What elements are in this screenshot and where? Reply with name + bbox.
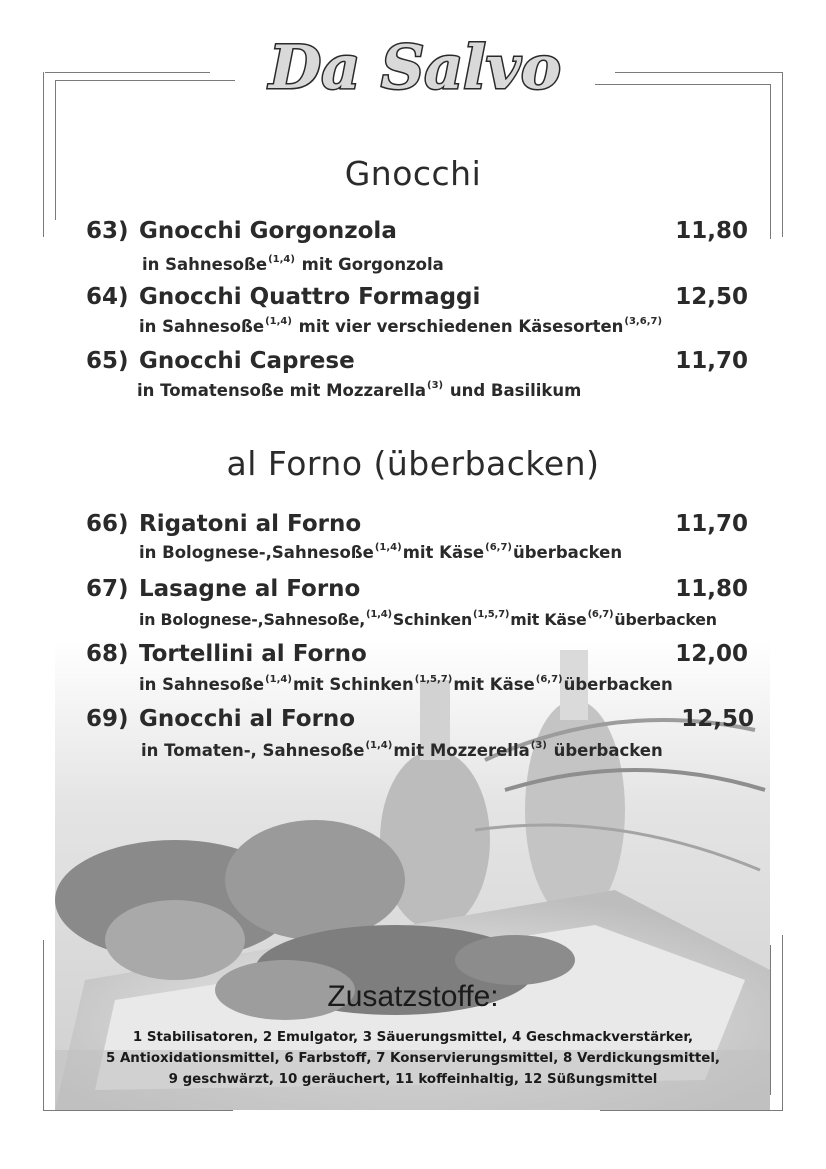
section-title-al-forno: al Forno (überbacken) bbox=[226, 444, 600, 483]
additive-ref: (1,4) bbox=[265, 316, 292, 327]
additive-ref: (6,7) bbox=[587, 609, 614, 620]
item-description bbox=[139, 316, 663, 336]
desc-text: mit vier verschiedenen Käsesorten bbox=[292, 317, 624, 336]
item-description bbox=[141, 740, 663, 760]
desc-text: in Bolognese-,Sahnesoße bbox=[139, 543, 374, 562]
frame-top-right-inner bbox=[595, 84, 770, 85]
item-description bbox=[139, 542, 622, 562]
desc-text: mit Gorgonzola bbox=[295, 255, 444, 274]
desc-text: mit Käse bbox=[402, 543, 485, 562]
frame-top-left bbox=[45, 72, 210, 73]
desc-text: in Sahnesoße bbox=[139, 317, 265, 336]
item-name: Gnocchi Quattro Formaggi bbox=[139, 284, 481, 310]
additive-ref: (1,5,7) bbox=[473, 609, 510, 620]
desc-text: in Tomaten-, Sahnesoße bbox=[141, 741, 365, 760]
item-price: 11,80 bbox=[675, 218, 748, 244]
frame-top-left-inner bbox=[55, 80, 235, 81]
item-number: 68) bbox=[86, 641, 129, 667]
desc-text: überbacken bbox=[563, 675, 673, 694]
item-name: Gnocchi Gorgonzola bbox=[139, 218, 397, 244]
brand-logo-graphic bbox=[235, 22, 595, 112]
additive-ref: (1,5,7) bbox=[414, 674, 453, 685]
additives-line: 9 geschwärzt, 10 geräuchert, 11 koffeinhaltig, 12 Süßungsmittel bbox=[168, 1072, 658, 1087]
frame-bottom-right bbox=[600, 1110, 783, 1111]
desc-text: überbacken bbox=[512, 543, 623, 562]
item-number: 65) bbox=[86, 348, 129, 374]
additive-ref: (1,4) bbox=[374, 542, 402, 553]
desc-text: überbacken bbox=[547, 741, 663, 760]
item-price: 12,00 bbox=[675, 641, 748, 667]
desc-text: mit Käse bbox=[453, 675, 535, 694]
additive-ref: (6,7) bbox=[485, 542, 512, 553]
desc-text: und Basilikum bbox=[444, 381, 582, 400]
item-description bbox=[139, 674, 673, 694]
section-title-gnocchi: Gnocchi bbox=[344, 154, 482, 193]
item-number: 63) bbox=[86, 218, 129, 244]
item-price: 11,70 bbox=[675, 348, 748, 374]
item-name: Lasagne al Forno bbox=[139, 576, 361, 602]
desc-text: in Sahnesoße bbox=[142, 255, 268, 274]
desc-text: mit Käse bbox=[510, 610, 587, 629]
brand-logo bbox=[235, 22, 595, 112]
item-number: 66) bbox=[86, 511, 129, 537]
item-name: Gnocchi al Forno bbox=[139, 706, 356, 732]
desc-text: überbacken bbox=[614, 610, 717, 629]
desc-text: in Sahnesoße bbox=[139, 675, 265, 694]
additive-ref: (1,4) bbox=[268, 254, 295, 265]
item-price: 12,50 bbox=[681, 706, 754, 732]
additive-ref: (1,4) bbox=[265, 674, 292, 685]
additive-ref: (1,4) bbox=[366, 609, 392, 620]
item-description bbox=[139, 609, 717, 629]
desc-text: mit Mozzerella bbox=[393, 741, 530, 760]
item-name: Gnocchi Caprese bbox=[139, 348, 355, 374]
frame-left-top-inner bbox=[55, 80, 56, 220]
brand-name: Da Salvo bbox=[269, 33, 561, 103]
item-number: 69) bbox=[86, 706, 129, 732]
additives-line: 1 Stabilisatoren, 2 Emulgator, 3 Säuerungsmittel, 4 Geschmackverstärker, bbox=[132, 1030, 694, 1045]
additive-ref: (3,6,7) bbox=[624, 316, 663, 327]
desc-text: Schinken bbox=[392, 610, 472, 629]
desc-text: in Bolognese-,Sahnesoße, bbox=[139, 610, 366, 629]
additive-ref: (1,4) bbox=[365, 740, 393, 751]
additive-ref: (3) bbox=[427, 380, 444, 391]
frame-top-right bbox=[615, 72, 783, 73]
item-price: 11,80 bbox=[675, 576, 748, 602]
additive-ref: (3) bbox=[530, 740, 547, 751]
desc-text: in Tomatensoße mit Mozzarella bbox=[137, 381, 427, 400]
item-description bbox=[137, 380, 581, 400]
item-name: Rigatoni al Forno bbox=[139, 511, 362, 537]
item-price: 12,50 bbox=[675, 284, 748, 310]
frame-bottom-left bbox=[43, 1110, 233, 1111]
additives-line: 5 Antioxidationsmittel, 6 Farbstoff, 7 Konservierungsmittel, 8 Verdickungsmittel, bbox=[105, 1051, 721, 1066]
additive-ref: (6,7) bbox=[535, 674, 563, 685]
item-price: 11,70 bbox=[675, 511, 748, 537]
additives-title: Zusatzstoffe: bbox=[327, 980, 499, 1013]
item-number: 67) bbox=[86, 576, 129, 602]
desc-text: mit Schinken bbox=[292, 675, 414, 694]
item-number: 64) bbox=[86, 284, 129, 310]
item-name: Tortellini al Forno bbox=[139, 641, 367, 667]
item-description bbox=[142, 254, 444, 274]
